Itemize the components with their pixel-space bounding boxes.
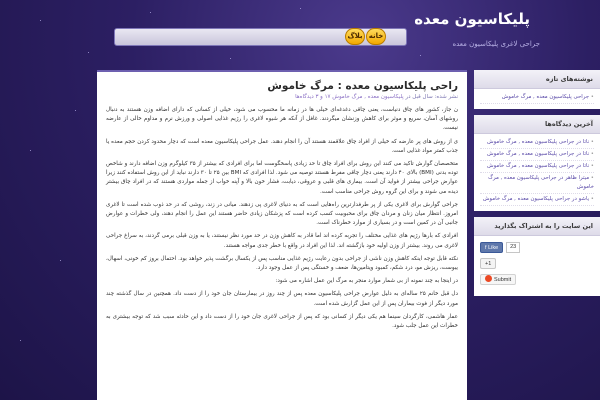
post-paragraph: افرادی که بارها رژیم های غذایی مختلف را تجربه کرده اند اما قادر به کاهش وزن در حد مورد نظر نیستند، یا به وزن قبلی برمی گردند، به سراغ جراحی لاغری می روند. بیشتر از وزن اولیه خود بازگشته اند. لذا این افراد در واقع با خطر جدی مواجه هستند. [106,233,458,249]
post-paragraph: نکته قابل توجه اینکه کاهش وزن ناشی از جراحی بدون رعایت رژیم غذایی مناسب پس از یکسال برگشت پذیر خواهد بود. احتمال بروز کم خونی، اسهال، یبوست، ریزش مو، درد شکم، کمبود ویتامین‌ها، ضعف و خستگی پس از عمل وجود دارد. [106,255,458,272]
recent-posts-title: نوشته‌های تازه [474,70,600,89]
recent-comment-link[interactable]: • یاشو در جراحی پلیکاسیون معده , مرگ خاموش [480,194,594,206]
post-article [97,70,467,400]
recent-comment-link[interactable]: • ناتا در جراحی پلیکاسیون معده , مرگ خاموش [480,149,594,161]
recent-post-link[interactable]: • جراحی پلیکاسیون معده , مرگ خاموش [480,92,594,104]
share-title: این سایت را به اشتراک بگذارید [474,217,600,236]
sidebar [474,70,600,302]
post-paragraph: ی از روش های پر عارضه که خیلی از افراد چاق علاقمند هستند آن را انجام دهند. عمل جراحی پلیکاسیون معده است که دچار محدود کردن حجم معده یا جذب کمتر مواد غذایی است. [106,138,458,154]
post-paragraph: متخصصان گوارش تاکید می کنند این روش برای افراد چاق تا حد زیادی پاسخگوست اما برای افرادی که بیشتر از ۳۵ کیلوگرم وزن اضافه دارند و شاخص توده بدنی (BMI) بالای ۴۰ دارند یعنی دچار چاقی مفرط هستند توصیه می شود. لذا افرادی که BMI بین ۲۵ تا ۳۰ دارند نباید از این روش استفاده کنند زیرا عوارض جراحی بیشتر از فواید آن است. بیماری های قلبی و عروقی، دیابت، فشار خون بالا و آپنه خواب از جمله مواردی هستند که در افراد چاق بیشتر دیده می شوند و برای این گروه روش جراحی مناسب است. [106,161,458,195]
nav-button-home[interactable]: خانه [366,28,386,45]
post-paragraph: دل قبل خانم ۲۵ ساله‌ای به دلیل عوارض جراحی پلیکاسیون معده پس از چند روز در بیمارستان جان خود را از دست داد. همچنین در سال گذشته چند مورد دیگر از فوت بیماران پس از این عمل گزارش شده است. [106,291,458,307]
facebook-icon: f [485,245,489,251]
post-paragraph: جراحی گوارش برای لاغری یکی از پر طرفدارترین راه‌هایی است که به دنیای لاغری پی زدهند. میانی در زند، روشی که در حد ذوب شده است تا لاغری امروز. انتظار میان زنان و مردان چاق برای محبوبیت کسب کرده است که پزشکان زیادی حاضر هستند این عمل را انجام دهند، ولی خطرات و عوارض جانبی آن در کمین است و در بسیاری از موارد خطرناک است. [106,201,458,227]
post-meta [106,94,458,100]
recent-posts-widget [474,70,600,109]
stumbleupon-icon [485,275,492,282]
facebook-like-button[interactable] [480,242,503,253]
post-paragraph: عمار هاشمی، کارگردان سینما هم یکی دیگر از کسانی بود که پس از جراحی لاغری جان خود را از دست داد و این حادثه سبب شد که توجه بیشتری به خطرات این عمل جلب شود. [106,313,458,330]
recent-comments-widget [474,115,600,211]
stumbleupon-label: Submit [494,277,512,283]
share-widget [474,217,600,296]
site-description: جراحی لاغری پلیکاسیون معده [452,40,540,48]
post-paragraph: در اینجا به چند نمونه از بی شمار موارد منجر به مرگ این عمل اشاره می شود: [275,278,458,285]
recent-comment-link[interactable]: • ناتا در جراحی پلیکاسیون معده , مرگ خاموش [480,137,594,149]
facebook-like-label: Like [488,245,499,251]
site-title[interactable]: پلیکاسیون معده [414,10,530,28]
recent-comment-link[interactable]: • میترا ظاهر در جراحی پلیکاسیون معده , مرگ خاموش [480,173,594,194]
google-plus-button[interactable]: +1 [480,258,496,269]
post-paragraph: ن جاز، کشور های چاق دنیاست، یعنی چاقی دغدغه‌ای خیلی ها در زمانه ما محسوب می شود، خیلی از کسانی که دارای اضافه وزن هستند به دنبال روشهای آسان، سریع و موثر برای کاهش وزنشان میگردند. غافل از آنکه هر شیوه لاغری را رژیم غذایی اصولی و ورزش نرم و مداوم خالی از عارضه نیست. [106,107,458,132]
stumbleupon-submit-button[interactable] [480,274,516,285]
site-header [0,0,600,62]
nav-button-blog[interactable]: بلاگ [345,28,365,45]
post-meta-category[interactable]: پلیکاسیون معده , مرگ خاموش ۱۷ و ۳ دیدگاه‌ها [295,94,404,100]
recent-comments-title: آخرین دیدگاه‌ها [474,115,600,134]
post-title[interactable]: راحی پلیکاسیون معده : مرگ خاموش [267,80,458,92]
post-meta-date: نشر شده: سال قبل در [405,94,458,100]
recent-comment-link[interactable]: • ناتا در جراحی پلیکاسیون معده , مرگ خاموش [480,161,594,173]
share-buttons [474,236,600,296]
facebook-like-count: 23 [506,242,520,253]
